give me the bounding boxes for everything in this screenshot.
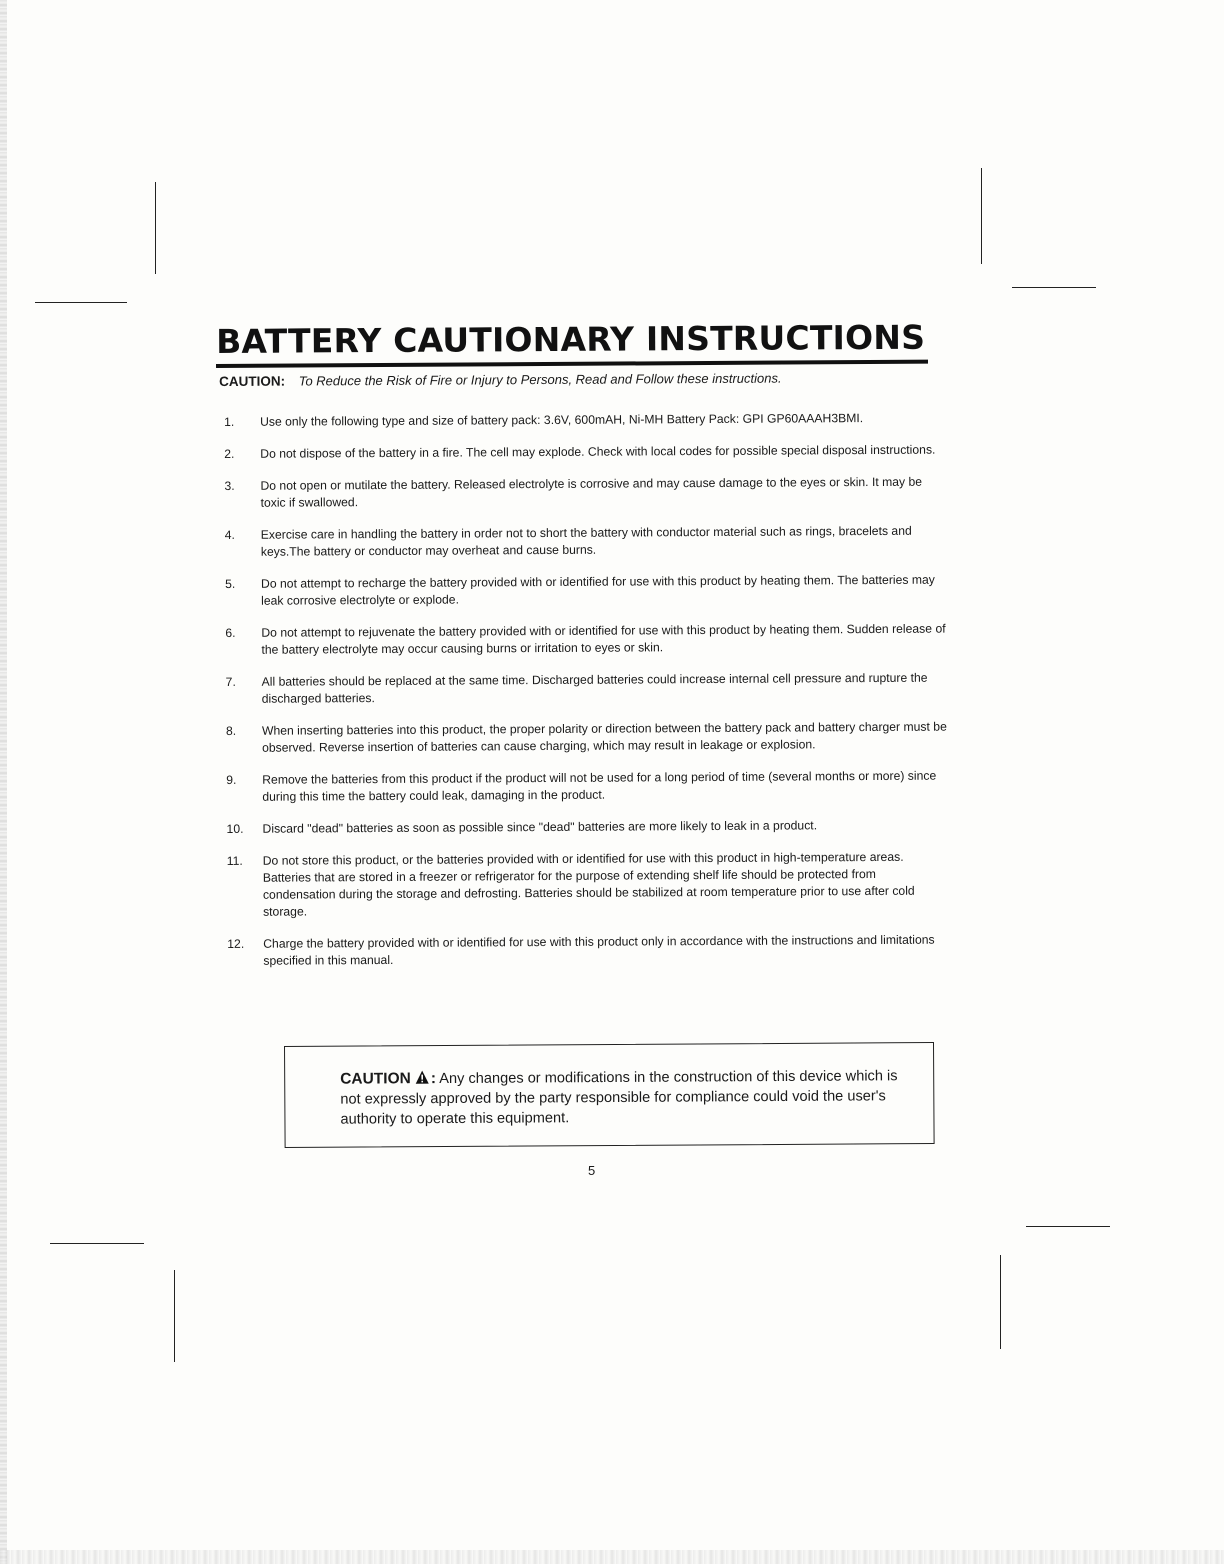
item-text: Remove the batteries from this product if the product will not be used for a long period of time (several months or more) since during this time the battery could leak, damaging in the product. [262, 768, 937, 804]
item-number: 2. [224, 446, 235, 461]
item-text: When inserting batteries into this product, the proper polarity or direction between the battery pack and battery charger must be observed. Reverse insertion of batteries can cause charging, which may result in leakage or explosion. [261, 719, 947, 755]
item-text: Exercise care in handling the battery in order not to short the battery with conductor material such as rings, bracelets and keys.The battery or conductor may overheat and cause burns. [260, 523, 912, 559]
list-item [220, 817, 948, 838]
item-text: Do not attempt to rejuvenate the battery provided with or identified for use with this product by heating them. Sudden release of the battery electrolyte may occur causing burns or irritation to eyes or skin. [261, 621, 946, 657]
caution-box-label: CAUTION [340, 1070, 411, 1088]
item-number: 8. [225, 723, 237, 738]
caution-intro [219, 370, 939, 389]
list-item [220, 719, 948, 757]
title-underline [216, 360, 928, 368]
crop-mark [981, 168, 982, 264]
crop-mark [155, 182, 156, 274]
item-number: 3. [224, 478, 235, 493]
item-text: Discard "dead" batteries as soon as possible since "dead" batteries are more likely to leak in a product. [262, 818, 818, 836]
item-number: 9. [226, 772, 237, 787]
list-item [221, 849, 949, 921]
item-number: 1. [224, 414, 235, 429]
page-title: BATTERY CAUTIONARY INSTRUCTIONS [216, 317, 926, 361]
caution-label: CAUTION: [219, 373, 286, 389]
list-item [218, 410, 946, 431]
list-item [220, 768, 948, 806]
list-item [219, 572, 947, 610]
caution-box-text [340, 1066, 915, 1130]
scan-edge-artifact [0, 1550, 1224, 1564]
crop-mark [1026, 1226, 1110, 1227]
warning-triangle-icon [415, 1070, 429, 1084]
item-text: Do not open or mutilate the battery. Released electrolyte is corrosive and may cause damage to the eyes or skin. It may be toxic if swallowed. [260, 474, 923, 510]
item-number: 7. [225, 674, 236, 689]
crop-mark [35, 302, 127, 303]
list-item [218, 474, 946, 512]
item-text: All batteries should be replaced at the same time. Discharged batteries could increase internal cell pressure and rupture the discharged batteries. [261, 670, 928, 706]
page-number: 5 [588, 1163, 596, 1178]
item-text: Use only the following type and size of battery pack: 3.6V, 600mAH, Ni-MH Battery Pack: GPI GP60AAAH3BMI. [260, 411, 864, 429]
scan-edge-artifact [0, 0, 7, 1564]
crop-mark [50, 1243, 144, 1244]
item-text: Charge the battery provided with or identified for use with this product only in accordance with the instructions and limitations specified in this manual. [263, 932, 935, 968]
caution-box [284, 1042, 935, 1148]
item-number: 11. [226, 853, 243, 868]
item-number: 5. [224, 576, 236, 591]
list-item [219, 523, 947, 561]
item-text: Do not store this product, or the batteries provided with or identified for use with this product in high-temperature areas. Batteries that are stored in a freezer or refrigerator for the purpose of extending shelf life should be protected from condensation during the storage and defrosting. Batteries should be stabilized at room temperature prior to use after cold storage. [262, 849, 915, 919]
item-number: 4. [224, 527, 235, 542]
list-item [221, 932, 949, 970]
caution-intro-text: To Reduce the Risk of Fire or Injury to Persons, Read and Follow these instructions. [298, 370, 782, 389]
item-text: Do not dispose of the battery in a fire. The cell may explode. Check with local codes for possible special disposal instructions. [260, 442, 936, 461]
caution-box-message: Any changes or modifications in the construction of this device which is not expressly approved by the party responsible for compliance could void the user's authority to operate this equipment. [340, 1068, 898, 1128]
list-item [220, 670, 948, 708]
item-text: Do not attempt to recharge the battery provided with or identified for use with this product by heating them. The batteries may leak corrosive electrolyte or explode. [260, 572, 935, 608]
crop-mark [174, 1270, 175, 1362]
crop-mark [1012, 287, 1096, 288]
instruction-list [218, 410, 949, 985]
item-number: 12. [227, 936, 245, 951]
item-number: 10. [226, 821, 244, 836]
list-item [218, 442, 946, 463]
crop-mark [1000, 1255, 1001, 1349]
item-number: 6. [225, 625, 236, 640]
caution-box-separator: : [430, 1070, 437, 1088]
list-item [219, 621, 947, 659]
